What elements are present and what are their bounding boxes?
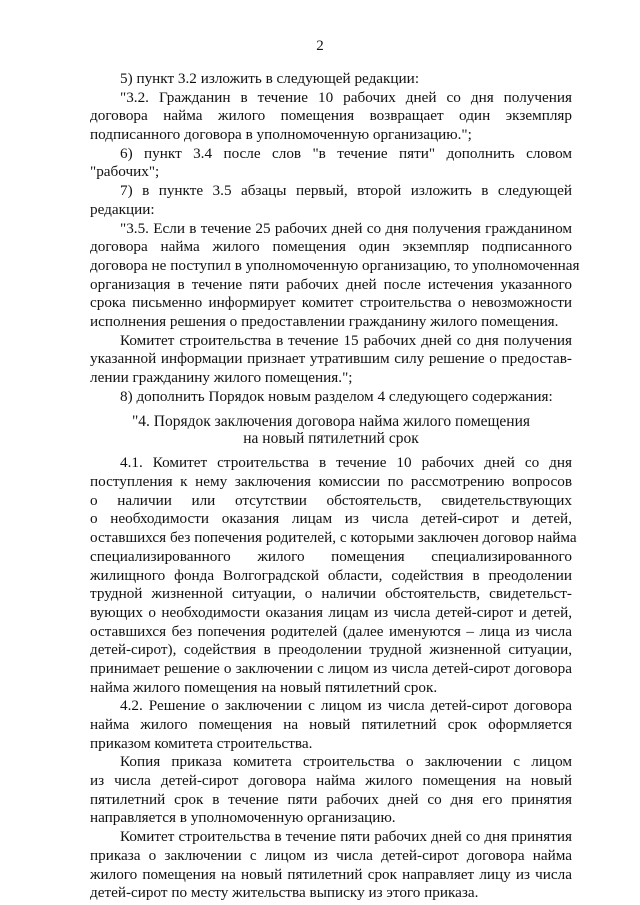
- text-line: редакции:: [90, 200, 155, 218]
- text-line: из числа детей-сирот договора найма жилого помещения на новый: [90, 772, 572, 790]
- page-number: 2: [316, 38, 324, 54]
- text-line: "3.2. Гражданин в течение 10 рабочих дней со дня получения: [120, 88, 572, 106]
- text-line: о наличии или отсутствии обстоятельств, свидетельствующих: [90, 491, 572, 509]
- spacer: [90, 406, 572, 413]
- text-line: Комитет строительства в течение 15 рабочих дней со дня получения: [120, 331, 572, 349]
- text-line: 5) пункт 3.2 изложить в следующей редакции:: [120, 70, 420, 87]
- text-line: жилого помещения на новый пятилетний срок направляет лицу из числа: [90, 865, 572, 883]
- text-line: оставшихся без попечения родителей (далее именуются – лица из числа: [90, 622, 572, 640]
- text-line: 7) в пункте 3.5 абзацы первый, второй изложить в следующей: [120, 182, 572, 200]
- text-line: жилищного фонда Волгоградской области, содействия в преодолении: [90, 566, 572, 584]
- text-line: договора найма жилого помещения возвращает один экземпляр: [90, 107, 572, 125]
- text-line: исполнения решения о предоставлении гражданину жилого помещения.: [90, 312, 559, 330]
- spacer: [90, 447, 572, 454]
- text-line: срока письменно информирует комитет строительства о невозможности: [90, 294, 572, 312]
- text-line: "рабочих";: [90, 163, 160, 181]
- text-line: найма жилого помещения на новый пятилетний срок.: [90, 678, 438, 696]
- text-line: "3.5. Если в течение 25 рабочих дней со дня получения гражданином: [120, 219, 572, 237]
- text-line: трудной жизненной ситуации, о наличии обстоятельств, свидетельст-: [90, 585, 572, 603]
- text-line: о необходимости оказания лицам из числа детей-сирот и детей,: [90, 510, 572, 528]
- text-line: пятилетний срок в течение пяти рабочих дней со дня его принятия: [90, 790, 572, 808]
- text-line: 8) дополнить Порядок новым разделом 4 следующего содержания:: [120, 387, 553, 405]
- text-line: принимает решение о заключении с лицом из числа детей-сирот договора: [90, 659, 572, 677]
- section-heading: "4. Порядок заключения договора найма жилого помещения: [131, 413, 531, 431]
- text-line: 6) пункт 3.4 после слов "в течение пяти" дополнить словом: [120, 144, 572, 162]
- text-line: детей-сирот по месту жительства выписку из этого приказа.: [90, 884, 479, 902]
- text-line: вующих о необходимости оказания лицам из числа детей-сирот и детей,: [90, 603, 572, 621]
- text-line: найма жилого помещения на новый пятилетний срок оформляется: [90, 716, 572, 733]
- text-line: приказом комитета строительства.: [90, 734, 313, 752]
- text-line: 4.2. Решение о заключении с лицом из числа детей-сирот договора: [120, 697, 572, 715]
- text-line: приказа о заключении с лицом из числа детей-сирот договора найма: [90, 846, 572, 864]
- text-line: поступления к нему заключения комиссии по рассмотрению вопросов: [90, 473, 572, 491]
- text-line: указанной информации признает утратившим силу решение о предостав-: [90, 350, 572, 368]
- text-line: договора найма жилого помещения один экземпляр подписанного: [90, 238, 572, 256]
- text-line: оставшихся без попечения родителей, с которыми заключен договор найма: [90, 529, 577, 547]
- text-line: подписанного договора в уполномоченную организацию.";: [90, 126, 472, 144]
- text-line: детей-сирот), содействия в преодолении трудной жизненной ситуации,: [90, 641, 572, 659]
- text-line: Комитет строительства в течение пяти рабочих дней со дня принятия: [120, 828, 572, 846]
- text-line: специализированного жилого помещения специализированного: [90, 547, 572, 565]
- text-line: направляется в уполномоченную организацию.: [90, 809, 396, 827]
- text-line: организация в течение пяти рабочих дней после истечения указанного: [90, 275, 572, 293]
- text-line: договора не поступил в уполномоченную организацию, то уполномоченная: [90, 256, 580, 274]
- document-body: [90, 70, 580, 903]
- text-line: Копия приказа комитета строительства о заключении с лицом: [120, 753, 572, 771]
- text-line: лении гражданину жилого помещения.";: [90, 369, 353, 386]
- section-heading-line-2: на новый пятилетний срок: [243, 430, 419, 448]
- text-line: 4.1. Комитет строительства в течение 10 рабочих дней со дня: [120, 454, 572, 472]
